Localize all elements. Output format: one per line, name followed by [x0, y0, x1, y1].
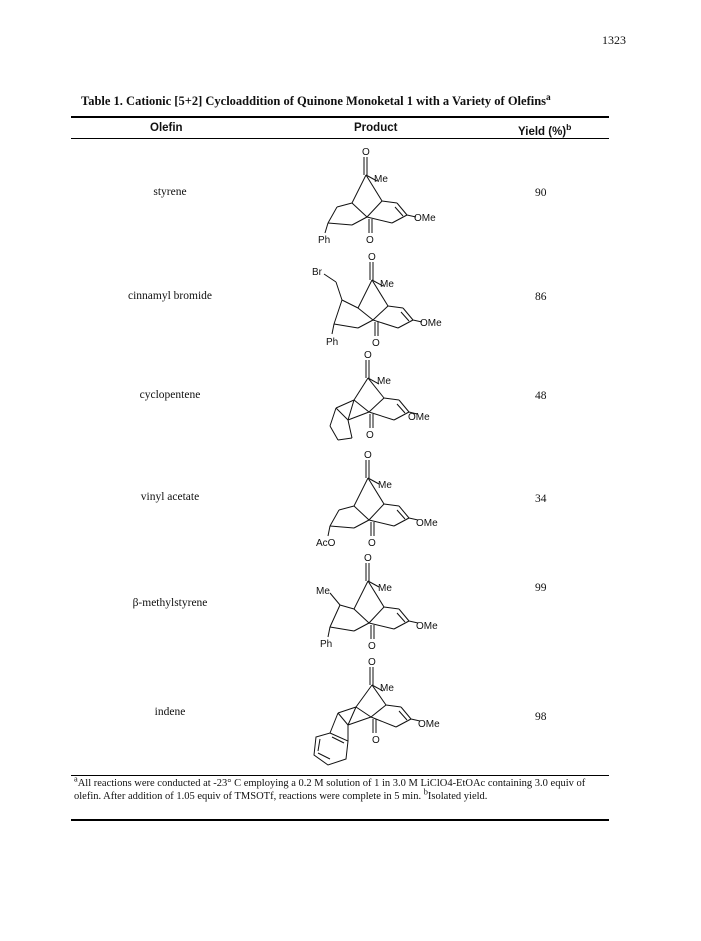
- col-header-yield-footnote-mark: b: [566, 122, 572, 132]
- page-number: 1323: [602, 33, 626, 47]
- methyl-substituent-label: Me: [316, 586, 330, 597]
- ketone-oxygen: O: [372, 338, 380, 349]
- yield-value: 98: [535, 711, 547, 723]
- substituent-a-label: Ph: [318, 235, 331, 246]
- bridge-ketone-oxygen: O: [364, 350, 372, 361]
- bridge-ketone-oxygen: O: [362, 147, 370, 158]
- methoxy-label: OMe: [416, 621, 438, 632]
- product-structure: [312, 145, 462, 250]
- methyl-label: Me: [378, 583, 392, 594]
- ketone-oxygen: O: [372, 735, 380, 746]
- bromo-label: Br: [312, 267, 322, 278]
- methyl-label: Me: [374, 174, 388, 185]
- ketone-oxygen: O: [368, 641, 376, 652]
- methoxy-label: OMe: [418, 719, 440, 730]
- col-header-product: Product: [354, 122, 398, 134]
- bridge-ketone-oxygen: O: [364, 450, 372, 461]
- table-title-footnote-mark: a: [546, 93, 551, 103]
- table-header-rule: [71, 138, 609, 139]
- olefin-name: styrene: [153, 186, 187, 198]
- olefin-name: cinnamyl bromide: [128, 290, 212, 302]
- product-structure: [318, 448, 468, 553]
- table-top-rule: [71, 116, 609, 118]
- olefin-name: cyclopentene: [139, 389, 201, 401]
- table-footnote-rule: [71, 775, 609, 776]
- product-structure: [312, 551, 462, 656]
- yield-value: 86: [535, 291, 547, 303]
- table-title-text: Table 1. Cationic [5+2] Cycloaddition of Quinone Monoketal 1 with a Variety of Olefins: [81, 94, 547, 109]
- yield-value: 90: [535, 187, 547, 199]
- col-header-yield-text: Yield (%): [518, 125, 567, 138]
- olefin-name: β-methylstyrene: [132, 597, 208, 609]
- bridge-ketone-oxygen: O: [368, 252, 376, 263]
- methoxy-label: OMe: [420, 318, 442, 329]
- olefin-name: indene: [154, 706, 186, 718]
- ketone-oxygen: O: [368, 538, 376, 549]
- table-title: [81, 93, 551, 109]
- footnote-a-mark: a: [74, 774, 78, 784]
- footnote-b-text: Isolated yield.: [427, 791, 488, 802]
- ketone-oxygen: O: [366, 430, 374, 441]
- methoxy-label: OMe: [414, 213, 436, 224]
- product-structure: [312, 655, 462, 770]
- ketone-oxygen: O: [366, 235, 374, 246]
- methyl-label: Me: [380, 279, 394, 290]
- product-structure: [318, 348, 468, 453]
- substituent-a-label: Ph: [320, 639, 333, 650]
- substituent-a-label: Ph: [326, 337, 339, 348]
- product-structure: [312, 250, 462, 355]
- olefin-name: vinyl acetate: [140, 491, 200, 503]
- methoxy-label: OMe: [408, 412, 430, 423]
- yield-value: 34: [535, 493, 547, 505]
- methoxy-label: OMe: [416, 518, 438, 529]
- col-header-yield: [518, 122, 571, 138]
- table-footnotes: [74, 774, 594, 803]
- footnote-a-text: All reactions were conducted at -23° C employing a 0.2 M solution of 1 in 3.0 M LiClO4-EtOAc containing 3.0 equiv of olefin. After addition of 1.05 equiv of TMSOTf, reactions were complete in 5 min.: [74, 778, 586, 802]
- table-bottom-rule: [71, 819, 609, 821]
- bridge-ketone-oxygen: O: [364, 553, 372, 564]
- yield-value: 99: [535, 582, 547, 594]
- substituent-a-label: AcO: [316, 538, 336, 549]
- yield-value: 48: [535, 390, 547, 402]
- bridge-ketone-oxygen: O: [368, 657, 376, 668]
- methyl-label: Me: [380, 683, 394, 694]
- methyl-label: Me: [377, 376, 391, 387]
- col-header-olefin: Olefin: [150, 122, 183, 134]
- footnote-b-mark: b: [423, 787, 428, 797]
- methyl-label: Me: [378, 480, 392, 491]
